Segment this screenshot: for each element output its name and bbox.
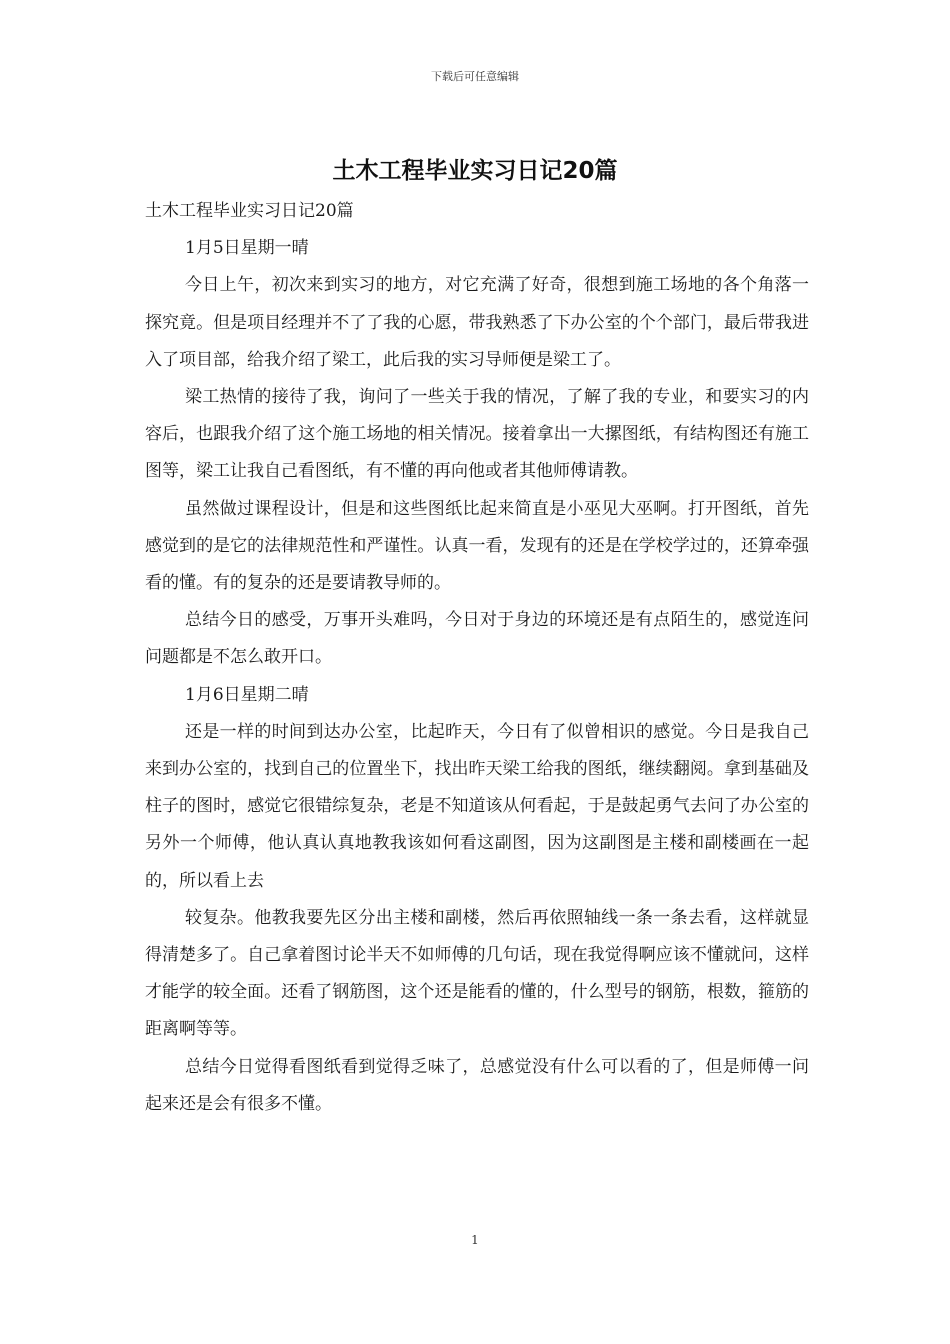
body-paragraph: 较复杂。他教我要先区分出主楼和副楼，然后再依照轴线一条一条去看，这样就显得清楚多了。自己拿着图讨论半天不如师傅的几句话，现在我觉得啊应该不懂就问，这样才能学的较全面。还看了钢筋图，这个还是能看的懂的，什么型号的钢筋，根数，箍筋的距离啊等等。 <box>145 907 809 1040</box>
body-paragraph: 梁工热情的接待了我，询问了一些关于我的情况，了解了我的专业，和要实习的内容后，也跟我介绍了这个施工场地的相关情况。接着拿出一大摞图纸，有结构图还有施工图等，梁工让我自己看图纸，有不懂的再向他或者其他师傅请教。 <box>145 387 809 482</box>
body-paragraph: 今日上午，初次来到实习的地方，对它充满了好奇，很想到施工场地的各个角落一探究竟。但是项目经理并不了了我的心愿，带我熟悉了下办公室的个个部门，最后带我进入了项目部，给我介绍了梁工，此后我的实习导师便是梁工了。 <box>145 275 809 370</box>
page-header-note: 下载后可任意编辑 <box>431 70 519 83</box>
body-paragraph: 总结今日的感受，万事开头难吗，今日对于身边的环境还是有点陌生的，感觉连问问题都是不怎么敢开口。 <box>145 610 809 668</box>
document-body <box>145 193 809 1123</box>
date-heading-jan6: 1月6日星期二晴 <box>185 684 309 705</box>
body-paragraph: 还是一样的时间到达办公室，比起昨天，今日有了似曾相识的感觉。今日是我自己来到办公室的，找到自己的位置坐下，找出昨天梁工给我的图纸，继续翻阅。拿到基础及柱子的图时，感觉它很错综复杂，老是不知道该从何看起，于是鼓起勇气去问了办公室的另外一个师傅，他认真认真地教我该如何看这副图，因为这副图是主楼和副楼画在一起的，所以看上去 <box>145 721 809 891</box>
subtitle-paragraph: 土木工程毕业实习日记20篇 <box>145 201 354 221</box>
document-title: 土木工程毕业实习日记20篇 <box>332 158 618 184</box>
body-paragraph: 总结今日觉得看图纸看到觉得乏味了，总感觉没有什么可以看的了，但是师傅一问起来还是会有很多不懂。 <box>145 1056 809 1114</box>
body-paragraph: 虽然做过课程设计，但是和这些图纸比起来简直是小巫见大巫啊。打开图纸，首先感觉到的是它的法律规范性和严谨性。认真一看，发现有的还是在学校学过的，还算牵强看的懂。有的复杂的还是要请教导师的。 <box>145 498 809 594</box>
page-number: 1 <box>471 1233 479 1247</box>
date-heading-jan5: 1月5日星期一晴 <box>185 238 309 259</box>
